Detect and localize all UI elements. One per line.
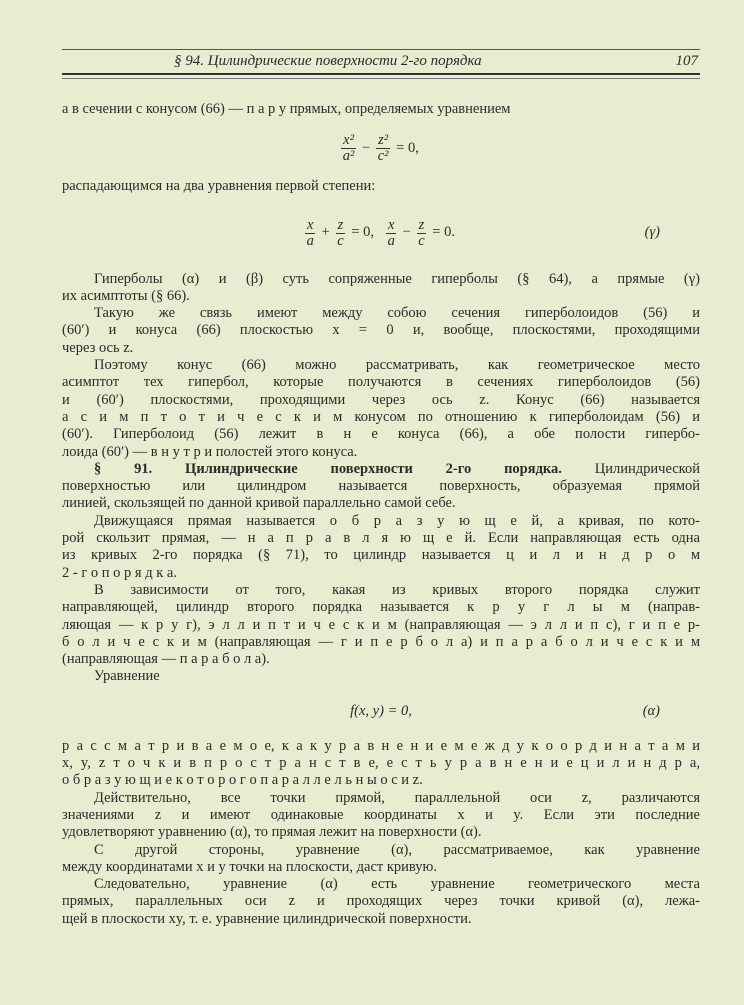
equation-label: (γ) <box>644 224 660 241</box>
text-line <box>62 461 700 478</box>
text-line: а в сечении с конусом (66) — п а р у прямых, определяемых уравнением <box>62 101 511 117</box>
fraction <box>386 218 396 249</box>
formula-cylinder <box>62 686 700 738</box>
section-heading: § 91. Цилиндрические поверхности 2-го порядка. <box>94 460 562 477</box>
text-line: Следовательно, уравнение (α) есть уравнение геометрического места <box>94 876 700 893</box>
text-line: распадающимся на два уравнения первой степени: <box>62 178 376 195</box>
fraction <box>305 218 315 249</box>
text-line: ляющая — к р у г), э л л и п т и ч е с к и м (направляющая — э л л и п с), г и п е р- <box>62 616 700 633</box>
text-line: лоида (60′) — в н у т р и полостей этого конуса. <box>62 443 358 460</box>
text-line: прямых, параллельных оси z и проходящих через точки кривой (α), лежа- <box>62 893 700 910</box>
text-line: Действительно, все точки прямой, параллельной оси z, различаются <box>94 789 700 806</box>
text-line: б о л и ч е с к и м (направляющая — г и п е р б о л а) и п а р а б о л и ч е с к и м <box>62 633 700 650</box>
paragraph <box>62 668 700 685</box>
paragraph <box>62 178 700 195</box>
numerator: z² <box>378 131 389 148</box>
section-paragraph <box>62 461 700 513</box>
text-line: В зависимости от того, какая из кривых второго порядка служит <box>94 581 700 598</box>
paragraph <box>62 790 700 842</box>
text-line: а с и м п т о т и ч е с к и м конусом по отношению к гиперболоидам (56) и <box>62 408 700 425</box>
paragraph <box>62 305 700 357</box>
header-rule-bottom <box>62 73 700 79</box>
equals-zero: = 0. <box>432 224 455 241</box>
denominator: a <box>387 232 395 249</box>
numerator: x <box>307 216 314 233</box>
text-line: (60′). Гиперболоид (56) лежит в н е конуса (66), а обе полости гипербо- <box>62 426 700 443</box>
paragraph <box>62 876 700 928</box>
paragraph <box>62 271 700 306</box>
paragraph <box>62 101 700 118</box>
denominator: a <box>306 232 314 249</box>
denominator: c <box>418 232 425 249</box>
text-line: Поэтому конус (66) можно рассматривать, как геометрическое место <box>94 357 700 374</box>
text-line: щей в плоскости xy, т. е. уравнение цилиндрической поверхности. <box>62 910 472 927</box>
operator: − <box>361 139 371 156</box>
running-header-title: § 94. Цилиндрические поверхности 2-го порядка <box>174 53 482 69</box>
text-line: (направляющая — п а р а б о л а). <box>62 651 270 668</box>
paragraph <box>62 513 700 582</box>
text-line: 2 - г о п о р я д к а. <box>62 564 177 581</box>
operator: − <box>402 224 411 241</box>
operator: + <box>321 224 330 241</box>
text-line: между координатами x и y точки на плоскости, даст кривую. <box>62 858 437 875</box>
text-line: (60′) и конуса (66) плоскостью x = 0 и, вообще, плоскостями, проходящими <box>62 322 700 339</box>
text-line: о б р а з у ю щ и е к о т о р о г о п а р а л л е л ь н ы о с и z. <box>62 772 423 789</box>
denominator: c <box>337 232 344 249</box>
fraction <box>336 218 346 249</box>
denominator: a² <box>342 147 355 164</box>
numerator: z <box>418 216 425 233</box>
equals-zero: = 0, <box>396 139 419 156</box>
numerator: x <box>388 216 395 233</box>
page-number: 107 <box>675 53 698 69</box>
text-line: Такую же связь имеют между собою сечения гиперболоидов (56) и <box>94 305 700 322</box>
running-header <box>62 53 698 71</box>
text-line: значениями z и имеют одинаковые координаты x и y. Если эти последние <box>62 806 700 823</box>
header-rule-top <box>62 49 700 50</box>
equation-label: (α) <box>642 703 660 720</box>
text-line: направляющей, цилиндр второго порядка называется к р у г л ы м (направ- <box>62 599 700 616</box>
text-line: поверхностью или цилиндром называется поверхность, образуемая прямой <box>62 478 700 495</box>
text-line: Гиперболы (α) и (β) суть сопряженные гиперболы (§ 64), а прямые (γ) <box>94 270 700 287</box>
formula-cone-section <box>62 118 700 178</box>
paragraph <box>62 738 700 790</box>
numerator: z <box>337 216 344 233</box>
text-line: Движущаяся прямая называется о б р а з у ю щ е й, а кривая, по кото- <box>94 512 700 529</box>
fraction <box>341 133 356 164</box>
text-line: Уравнение <box>94 668 160 685</box>
text-line: через ось z. <box>62 339 134 356</box>
paragraph <box>62 357 700 461</box>
text-line: асимптот тех гипербол, которые получаются в сечениях гиперболоидов (56) <box>62 374 700 391</box>
text-line: из кривых 2-го порядка (§ 71), то цилиндр называется ц и л и н д р о м <box>62 547 700 564</box>
text-line: рой скользит прямая, — н а п р а в л я ю щ е й. Если направляющая есть одна <box>62 530 700 547</box>
fraction <box>376 133 390 164</box>
denominator: c² <box>377 147 389 164</box>
equals-zero: = 0, <box>351 224 374 241</box>
text-run: Цилиндрической <box>561 460 700 477</box>
paragraph <box>62 582 700 668</box>
text-line: линией, скользящей по данной кривой параллельно самой себе. <box>62 495 456 512</box>
paragraph <box>62 842 700 877</box>
text-line: и (60′) плоскостями, проходящими через ось z. Конус (66) называется <box>62 391 700 408</box>
text-line: их асимптоты (§ 66). <box>62 287 190 304</box>
fraction <box>417 218 427 249</box>
text-line: x, y, z т о ч к и в п р о с т р а н с т в е, е с т ь у р а в н е н и е ц и л и н д р а, <box>62 755 700 772</box>
text-line: удовлетворяют уравнению (α), то прямая лежит на поверхности (α). <box>62 824 482 841</box>
formula-asymptotes <box>62 196 700 271</box>
text-line: р а с с м а т р и в а е м о е, к а к у р а в н е н и е м е ж д у к о о р д и н а т а м и <box>62 737 700 754</box>
numerator: x² <box>343 131 354 148</box>
page-body <box>62 101 700 928</box>
text-line: С другой стороны, уравнение (α), рассматриваемое, как уравнение <box>94 841 700 858</box>
equation: f(x, y) = 0, <box>350 703 412 720</box>
